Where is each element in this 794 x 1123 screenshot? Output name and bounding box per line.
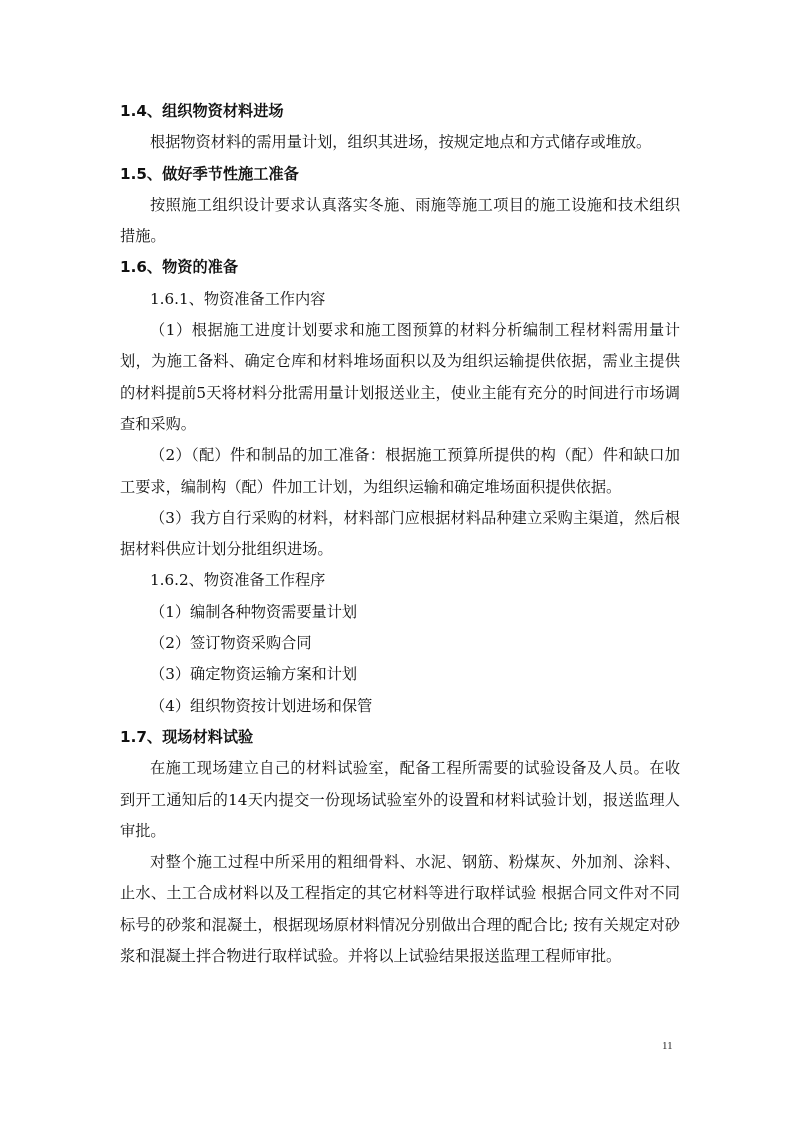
list-item: （3）我方自行采购的材料，材料部门应根据材料品种建立采购主渠道，然后根据材料供应计划分批组织进场。 (120, 508, 680, 559)
list-item: （4）组织物资按计划进场和保管 (150, 696, 373, 715)
subsection-heading-1-6-1: 1.6.1、物资准备工作内容 (150, 289, 326, 308)
list-item: （1）编制各种物资需要量计划 (150, 602, 358, 621)
section-heading-1-6: 1.6、物资的准备 (120, 258, 239, 277)
section-heading-1-7: 1.7、现场材料试验 (120, 727, 254, 746)
subsection-heading-1-6-2: 1.6.2、物资准备工作程序 (150, 571, 326, 590)
list-item: （3）确定物资运输方案和计划 (150, 665, 358, 684)
list-item: （2）（配）件和制品的加工准备：根据施工预算所提供的构（配）件和缺口加工要求，编制构（配）件加工计划，为组织运输和确定堆场面积提供依据。 (120, 446, 680, 496)
paragraph: 在施工现场建立自己的材料试验室，配备工程所需要的试验设备及人员。在收到开工通知后的14天内提交一份现场试验室外的设置和材料试验计划，报送监理人审批。 (120, 759, 680, 840)
section-heading-1-4: 1.4、组织物资材料进场 (120, 102, 284, 120)
list-item: （2）签订物资采购合同 (150, 634, 312, 653)
page-number: 11 (662, 1040, 673, 1052)
paragraph: 根据物资材料的需用量计划，组织其进场，按规定地点和方式储存或堆放。 (150, 133, 652, 152)
list-item: （1）根据施工进度计划要求和施工图预算的材料分析编制工程材料需用量计划，为施工备料、确定仓库和材料堆场面积以及为组织运输提供依据，需业主提供的材料提前5天将材料分批需用量计划报送业主，使业主能有充分的时间进行市场调查和采购。 (120, 321, 680, 433)
paragraph: 对整个施工过程中所采用的粗细骨料、水泥、钢筋、粉煤灰、外加剂、涂料、止水、土工合成材料以及工程指定的其它材料等进行取样试验 根据合同文件对不同标号的砂浆和混凝土，根据现场原材料情况分别做出合理的配合比; 按有关规定对砂浆和混凝土拌合物进行取样试验。并将以上试验结果报送监理工程师审批。 (120, 853, 680, 966)
paragraph: 按照施工组织设计要求认真落实冬施、雨施等施工项目的施工设施和技术组织措施。 (120, 195, 680, 246)
section-heading-1-5: 1.5、做好季节性施工准备 (120, 164, 299, 183)
document-body (120, 96, 680, 972)
